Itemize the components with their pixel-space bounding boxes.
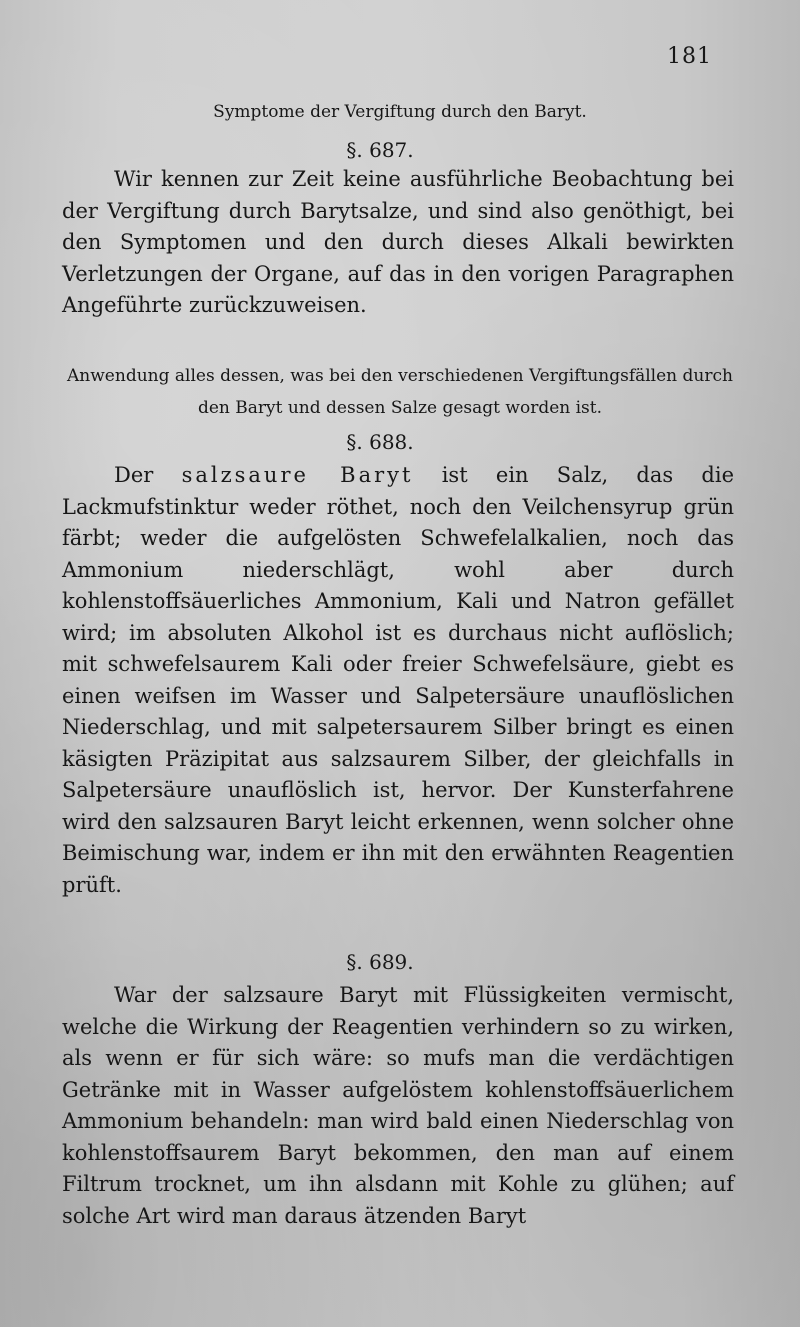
paragraph-number-688: §. 688. (346, 430, 414, 454)
paragraph-688-start: Der (114, 463, 182, 487)
section-heading-application: Anwendung alles dessen, was bei den verschiedenen Vergiftungsfällen durch den Baryt und dessen Salze gesagt worden ist. (67, 366, 733, 418)
paragraph-688 (62, 460, 734, 901)
paragraph-689: War der salzsaure Baryt mit Flüssigkeiten vermischt, welche die Wirkung der Reagentien verhindern so zu wirken, als wenn er für sich wäre: so mufs man die verdächtigen Getränke mit in Wasser aufgelöstem kohlenstoffsäuerlichem Ammonium behandeln: man wird bald einen Niederschlag von kohlenstoffsaurem Baryt bekommen, den man auf einem Filtrum trocknet, um ihn alsdann mit Kohle zu glühen; auf solche Art wird man daraus ätzenden Baryt (62, 983, 734, 1228)
paragraph-688-rest: ist ein Salz, das die Lackmufstinktur weder röthet, noch den Veilchensyrup grün färbt; weder die aufgelösten Schwefelalkalien, noch das Ammonium niederschlägt, wohl aber durch kohlenstoffsäuerliches Ammonium, Kali und Natron gefället wird; im absoluten Alkohol ist es durchaus nicht auflöslich; mit schwefelsaurem Kali oder freier Schwefelsäure, giebt es einen weifsen im Wasser und Salpetersäure unauflöslichen Niederschlag, und mit salpetersaurem Silber bringt es einen käsigten Präzipitat aus salzsaurem Silber, der gleichfalls in Salpetersäure unauflöslich ist, hervor. Der Kunsterfahrene wird den salzsauren Baryt leicht erkennen, wenn solcher ohne Beimischung war, indem er ihn mit den erwähnten Reagentien prüft. (62, 463, 734, 897)
emphasized-term: salzsaure Baryt (181, 463, 414, 487)
page-number: 181 (667, 44, 712, 69)
paragraph-number-687: §. 687. (346, 138, 414, 162)
paragraph-687: Wir kennen zur Zeit keine ausführliche Beobachtung bei der Vergiftung durch Barytsalze, und sind also genöthigt, bei den Symptomen und den durch dieses Alkali bewirkten Verletzungen der Organe, auf das in den vorigen Paragraphen Angeführte zurückzuweisen. (62, 167, 734, 317)
section-heading-symptoms: Symptome der Vergiftung durch den Baryt. (213, 102, 587, 122)
paragraph-number-689: §. 689. (346, 950, 414, 974)
